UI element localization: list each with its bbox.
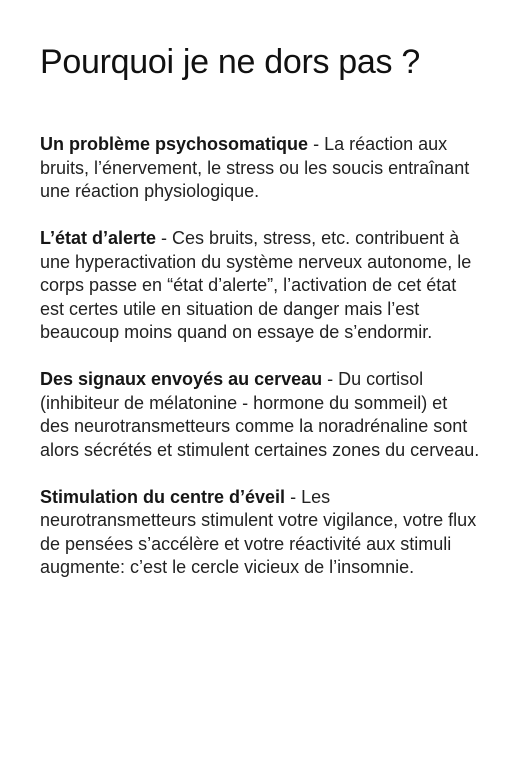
section-psychosomatic [40,133,480,204]
section-heading: L’état d’alerte [40,228,157,248]
section-brain-signals [40,368,480,462]
section-text: Les neurotransmetteurs stimulent votre vigilance, votre flux de pensées s’accélère et votre réactivité aux stimuli augmente: c’est le cercle vicieux de l’insomnie. [40,486,477,577]
section-text: Ces bruits, stress, etc. contribuent à une hyperactivation du système nerveux autonome, le corps passe en “état d’alerte”, l’activation de cet état est certes utile en situation de danger mais l’est beaucoup moins quand on essaye de s’endormir. [40,228,472,342]
section-heading: Des signaux envoyés au cerveau [40,369,323,389]
section-separator: - [285,486,302,507]
section-separator: - [308,134,325,154]
section-heading: Stimulation du centre d’éveil [40,486,286,507]
section-heading: Un problème psychosomatique [40,134,309,154]
section-text: La réaction aux bruits, l’énervement, le stress ou les soucis entraînant une réaction physiologique. [40,134,470,201]
content-column [40,0,480,580]
section-separator: - [322,369,339,389]
section-wake-center [40,486,480,580]
section-alert-state [40,227,480,345]
section-text: Du cortisol (inhibiteur de mélatonine - hormone du sommeil) et des neurotransmetteurs comme la noradrénaline sont alors sécrétés et stimulent certaines zones du cerveau. [40,369,480,460]
section-separator: - [156,228,173,248]
page-title: Pourquoi je ne dors pas ? [40,43,420,81]
